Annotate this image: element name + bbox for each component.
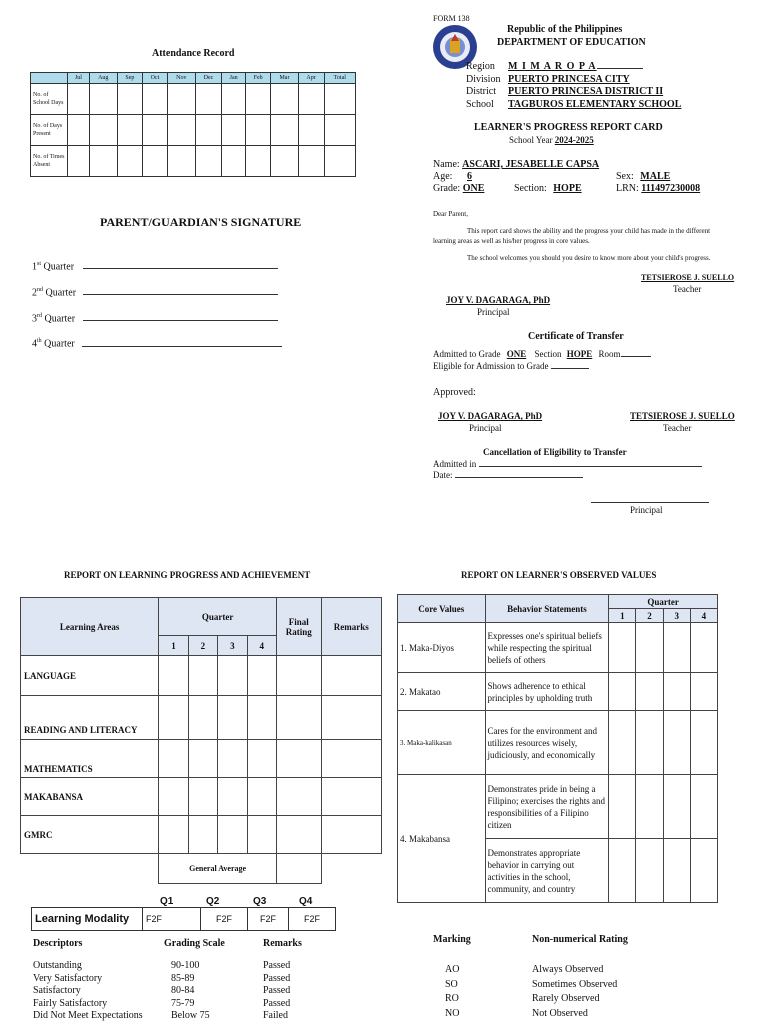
region-value: M I M A R O P A [508,61,597,72]
quarter-header: Quarter [159,598,277,636]
month-header: Feb [245,73,270,84]
learning-modality-table [31,907,336,931]
principal-title: Principal [477,307,510,317]
school-year: School Year 2024-2025 [509,135,594,145]
letter-paragraph-1: This report card shows the ability and the progress your child has made in the different learning areas as well as his/her progress in core values. [433,227,711,245]
final-rating-header: Final Rating [277,598,322,656]
general-average-label: General Average [159,854,277,884]
month-header: Total [324,73,355,84]
marking-row: RO Rarely Observed [445,993,600,1005]
department-heading: DEPARTMENT OF EDUCATION [497,37,646,48]
month-header: Jul [68,73,90,84]
marking-header: Marking [433,934,471,945]
attendance-row-label: No. of Days Present [31,115,68,146]
attendance-row-label: No. of School Days [31,84,68,115]
cancel-principal-title: Principal [630,505,663,515]
descriptor-row: Did Not Meet Expectations Below 75 Failed [33,1010,288,1021]
month-header: Apr [298,73,324,84]
quarter-signature-row: 2nd Quarter [32,279,282,305]
modality-q3: Q3 [253,896,267,907]
marking-row: AO Always Observed [445,964,604,975]
behavior-statement: Cares for the environment and utilizes resources wisely, judiciously, and economically [485,711,609,775]
principal-name: JOY V. DAGARAGA, PhD [446,295,551,305]
attendance-table [30,72,356,177]
marking-row: NO Not Observed [445,1008,588,1020]
progress-title: REPORT ON LEARNING PROGRESS AND ACHIEVEMENT [64,570,311,580]
admitted-in-line[interactable] [479,466,702,467]
learner-info: Name: ASCARI, JESABELLE CAPSA Age: 6 Sex: MALE Grade: ONE Section: HOPE LRN: 111497230008 [433,159,701,194]
modality-q4: Q4 [299,896,313,907]
learner-sex: MALE [640,171,671,182]
date-line[interactable] [455,477,583,478]
behavior-statement: Demonstrates appropriate behavior in carrying out activities in the school, community, and country [485,839,609,903]
descriptor-row: Very Satisfactory 85-89 Passed [33,972,291,984]
signature-line[interactable] [83,268,278,269]
remarks-header: Remarks [321,598,381,656]
cert-teacher-title: Teacher [663,423,692,433]
cancel-signature-line [591,502,709,503]
month-header: Mar [271,73,298,84]
learner-lrn: 111497230008 [641,183,701,194]
learning-progress-table: Learning Areas Quarter Final Rating Remarks 1 2 3 4 LANGUAGE READING AND LITERACY MATHEMATICS MAKABANSA GMRC General Average [20,597,382,884]
learning-modality-label: Learning Modality [32,908,143,931]
signature-line[interactable] [83,294,278,295]
values-title: REPORT ON LEARNER'S OBSERVED VALUES [461,570,657,580]
learning-area: MAKABANSA [21,778,159,816]
certificate-title: Certificate of Transfer [528,331,624,342]
descriptor-row: Outstanding 90-100 Passed [33,960,291,971]
teacher-title: Teacher [673,284,702,294]
cancellation-title: Cancellation of Eligibility to Transfer [483,447,627,457]
rating-header: Non-numerical Rating [532,934,628,945]
attendance-title: Attendance Record [152,48,235,59]
quarter-signatures [32,253,282,356]
learner-name: ASCARI, JESABELLE CAPSA [462,159,600,170]
month-header: Aug [89,73,117,84]
month-header: Jan [222,73,246,84]
division-value: PUERTO PRINCESA CITY [508,73,630,85]
form-number: FORM 138 [433,14,470,23]
learning-areas-header: Learning Areas [21,598,159,656]
cert-principal-title: Principal [469,423,502,433]
month-header: Nov [167,73,195,84]
attendance-row-label: No. of Times Absent [31,146,68,177]
admitted-to-grade: Admitted to Grade ONE Section HOPE Room [433,349,651,359]
month-header: Dec [195,73,222,84]
modality-q2: Q2 [206,896,220,907]
quarter-signature-row: 4th Quarter [32,330,282,356]
modality-q1: Q1 [160,896,174,907]
learner-grade: ONE [462,183,485,194]
core-value: 1. Maka-Diyos [398,623,486,673]
learning-area: READING AND LITERACY [21,696,159,740]
quarter-signature-row: 3rd Quarter [32,305,282,331]
cert-teacher-name: TETSIEROSE J. SUELLO [630,411,735,421]
grading-scale-header: Grading Scale [164,938,225,949]
modality-value: F2F [248,908,289,931]
month-header: Oct [143,73,168,84]
behavior-statement: Shows adherence to ethical principles by upholding truth [485,673,609,711]
descriptor-row: Satisfactory 80-84 Passed [33,985,291,996]
signature-line[interactable] [82,346,282,347]
quarter-signature-row: 1st Quarter [32,253,282,279]
modality-value: F2F [289,908,336,931]
values-quarter-header: Quarter [609,595,718,609]
descriptor-remarks-header: Remarks [263,938,302,949]
card-title: LEARNER'S PROGRESS REPORT CARD [474,122,663,133]
cert-principal-name: JOY V. DAGARAGA, PhD [438,411,543,421]
approved-label: Approved: [433,387,476,398]
teacher-name: TETSIEROSE J. SUELLO [641,273,735,282]
core-values-header: Core Values [398,595,486,623]
behavior-statements-header: Behavior Statements [485,595,609,623]
learner-age: 6 [466,171,472,182]
core-value: 2. Makatao [398,673,486,711]
descriptor-list [33,960,333,1023]
observed-values-table: Core Values Behavior Statements Quarter 1 2 3 4 1. Maka-Diyos Expresses one's spiritual beliefs while respecting the spiritual beliefs of others 2. Makatao Shows adherence to ethical principles by upholding truth 3. Maka-kalikasan Cares for the environment and utilizes resources wisely, judiciously, and economically 4. Makabansa Demonstrates pride in being a Filipino; exercises the rights and responsibilities of a Filipino citizen Demonstrates appropriate behavior in carrying out activities in the school, community, and country [397,594,718,903]
school-value: TAGBUROS ELEMENTARY SCHOOL [508,98,682,110]
marking-list [445,963,685,1022]
behavior-statement: Demonstrates pride in being a Filipino; exercises the rights and responsibilities of a Filipino citizen [485,775,609,839]
republic-heading: Republic of the Philippines [507,24,623,35]
learning-area: MATHEMATICS [21,740,159,778]
marking-row: SO Sometimes Observed [445,978,618,990]
dear-parent: Dear Parent, [433,210,468,218]
descriptors-header: Descriptors [33,938,83,949]
school-info: Region M I M A R O P A Division PUERTO PRINCESA CITY District PUERTO PRINCESA DISTRICT II School TAGBUROS ELEMENTARY SCHOOL [466,61,682,110]
month-header: Sep [117,73,142,84]
letter-paragraph-2: The school welcomes you should you desire to know more about your child's progress. [467,254,711,262]
core-value: 4. Makabansa [398,775,486,903]
core-value: 3. Maka-kalikasan [398,711,486,775]
learning-area: GMRC [21,816,159,854]
descriptor-row: Fairly Satisfactory 75-79 Passed [33,997,291,1009]
eligible-for-admission: Eligible for Admission to Grade [433,361,589,371]
learning-area: LANGUAGE [21,656,159,696]
district-value: PUERTO PRINCESA DISTRICT II [508,86,664,97]
modality-value: F2F [143,908,201,931]
learner-section: HOPE [553,183,582,194]
cancel-date: Date: [433,470,583,480]
admitted-in: Admitted in [433,459,702,469]
signature-title: PARENT/GUARDIAN'S SIGNATURE [100,215,302,229]
signature-line[interactable] [83,320,278,321]
behavior-statement: Expresses one's spiritual beliefs while respecting the spiritual beliefs of others [485,623,609,673]
modality-value: F2F [201,908,248,931]
